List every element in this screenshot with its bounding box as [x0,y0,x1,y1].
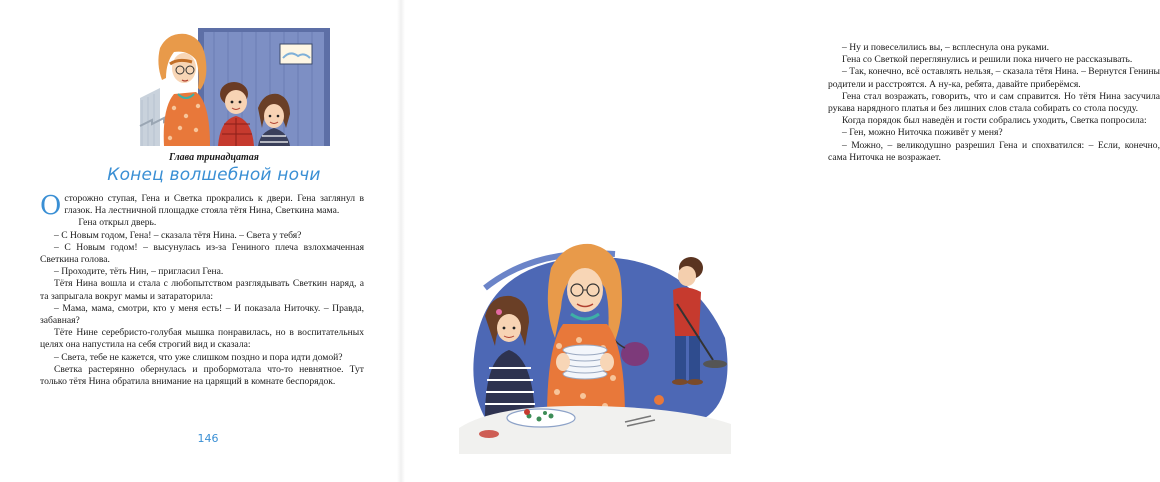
drop-cap: О [40,191,62,221]
paragraph: Тётя Нина вошла и стала с любопытством разглядывать Светкин наряд, а та запрыгала вокруг мамы и затараторила: [40,278,364,302]
paragraph: Светка растерянно обернулась и пробормотала что-то невнятное. Тут только тётя Нина обратила внимание на царящий в комнате беспорядок. [40,363,364,388]
paragraph: Тёте Нине серебристо-голубая мышка понравилась, но в воспитательных целях она напустила на себя строгий вид и сказала: [40,327,364,351]
paragraph: – Мама, мама, смотри, кто у меня есть! – И показала Ниточку. – Правда, забавная? [40,302,364,327]
left-page [0,0,400,482]
page-number: 146 [197,432,219,445]
tidying-up-illustration [455,228,745,454]
doorway-illustration [140,28,330,146]
paragraph: – Проходите, тёть Нин, – пригласил Гена. [54,266,224,278]
paragraph-text: сторожно ступая, Гена и Светка прокрались к двери. Гена заглянул в глазок. На лестничной площадке стояла тётя Нина, Светкина мама. [64,193,364,217]
paragraph: Гена со Светкой переглянулись и решили пока ничего не рассказывать. [842,54,1133,66]
chapter-label: Глава тринадцатая [169,152,259,163]
paragraph: – Можно, – великодушно разрешил Гена и спохватился: – Если, конечно, сама Ниточка не возражает. [828,139,1160,163]
paragraph: Гена стал возражать, говорить, что и сам справится. Но тётя Нина засучила рукава нарядного платья и без лишних слов стала собирать со стола посуду. [828,90,1160,115]
paragraph: – С Новым годом, Гена! – сказала тётя Нина. – Света у тебя? [54,229,302,241]
right-page-text [828,42,1160,164]
left-page-text [40,193,364,388]
paragraph: – Так, конечно, всё оставлять нельзя, – сказала тётя Нина. – Вернутся Генины родители и расстроятся. А ну-ка, ребята, давайте приберёмся. [828,66,1160,90]
paragraph [40,191,364,221]
paragraph: – Ген, можно Ниточка поживёт у меня? [842,127,1003,139]
paragraph: – Света, тебе не кажется, что уже слишком поздно и пора идти домой? [54,351,343,363]
paragraph: Гена открыл дверь. [78,217,157,229]
paragraph: Когда порядок был наведён и гости собрались уходить, Светка попросила: [842,115,1147,127]
chapter-title: Конец волшебной ночи [107,165,321,185]
paragraph: – Ну и повеселились вы, – всплеснула она руками. [842,42,1050,53]
paragraph: – С Новым годом! – высунулась из-за Гениного плеча взлохмаченная Светкина голова. [40,241,364,266]
